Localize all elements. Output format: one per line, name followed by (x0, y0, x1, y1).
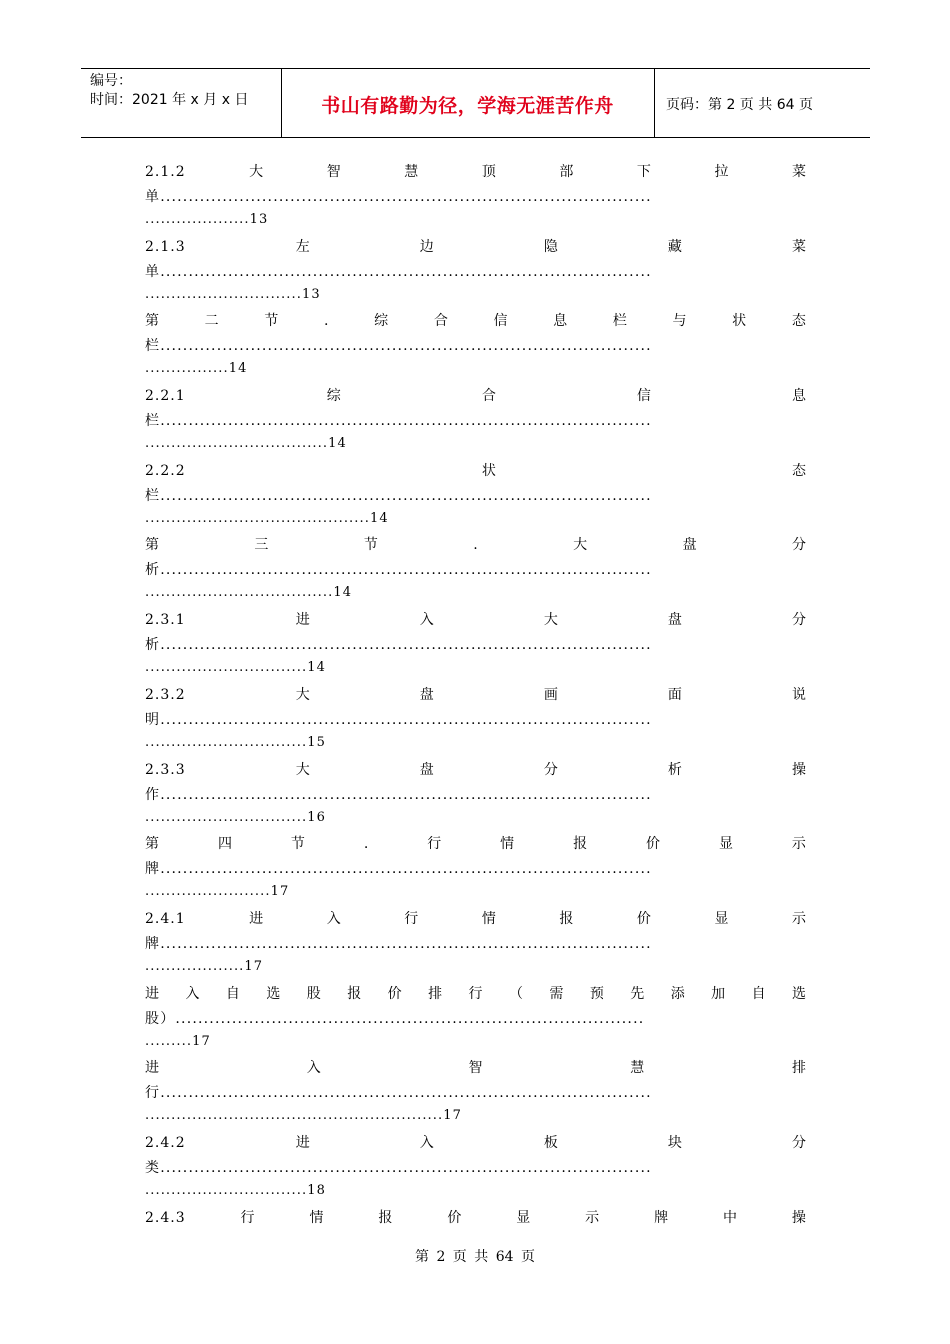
toc-entry-page: ...................................14 (145, 436, 347, 452)
toc-entry-page: ....................................14 (145, 585, 353, 601)
toc-title-word: 选 (792, 985, 806, 1002)
toc-title-word: 入 (306, 1060, 321, 1077)
toc-title-word: 大 (249, 164, 264, 180)
toc-title-word: 分 (543, 761, 558, 778)
toc-entry-title (145, 907, 806, 931)
toc-title-word: 息 (553, 313, 568, 330)
toc-entry-title (145, 832, 806, 856)
toc-title-word: 态 (792, 462, 806, 479)
toc-title-word: 股 (306, 985, 321, 1002)
toc-title-word: 价 (387, 985, 402, 1002)
toc-entry-toc-sec-2[interactable] (145, 309, 806, 384)
toc-title-word: 选 (266, 985, 281, 1002)
toc-title-word: 排 (428, 985, 443, 1002)
toc-title-word: 大 (543, 612, 558, 629)
toc-title-word: 大 (573, 537, 588, 554)
toc-title-word: 需 (549, 985, 564, 1002)
toc-title-word: 三 (254, 537, 269, 554)
toc-entry-leader: 单....................................................................................... (145, 263, 652, 280)
toc-title-word: 盘 (682, 537, 697, 554)
toc-title-word: 析 (667, 761, 682, 778)
toc-title-word: 盘 (419, 686, 434, 703)
toc-title-word: 二 (204, 313, 219, 330)
toc-entry-title (145, 309, 806, 333)
toc-entry-title (145, 459, 806, 483)
toc-title-word: 慧 (404, 164, 419, 180)
toc-entry-leader: 析....................................................................................... (145, 562, 652, 579)
toc-title-word: 智 (468, 1060, 483, 1077)
toc-title-word: 报 (347, 985, 362, 1002)
toc-title-word: 盘 (419, 761, 434, 778)
toc-title-word: 信 (636, 388, 651, 405)
toc-title-word: 盘 (667, 612, 682, 629)
toc-title-word: 示 (585, 1209, 600, 1226)
toc-title-word: 块 (667, 1134, 682, 1151)
toc-title-word: 大 (295, 686, 310, 703)
toc-title-word: 画 (543, 686, 558, 703)
toc-title-word: . (473, 537, 478, 554)
toc-entry-toc-sec-4[interactable] (145, 832, 806, 907)
toc-entry-toc-2-3-1[interactable] (145, 608, 806, 683)
toc-entry-leader: 栏....................................................................................... (145, 338, 652, 355)
toc-title-word: 显 (714, 910, 729, 927)
toc-entry-leader: 作....................................................................................... (145, 786, 652, 803)
header-table (81, 68, 870, 138)
toc-title-word: 情 (500, 836, 515, 853)
toc-title-word: 示 (791, 836, 806, 853)
toc-title-word: 边 (419, 238, 434, 255)
toc-title-word: 2.4.1 (145, 910, 186, 927)
toc-title-word: 综 (374, 313, 389, 330)
toc-title-word: 显 (718, 836, 733, 853)
toc-title-word: 价 (636, 910, 651, 927)
toc-entry-page: ...............................14 (145, 660, 326, 676)
toc-entry-toc-2-1-3[interactable] (145, 235, 806, 310)
toc-entry-leader: 行....................................................................................... (145, 1085, 652, 1102)
toc-entry-page: .........17 (145, 1033, 211, 1049)
toc-title-word: 面 (667, 686, 682, 703)
toc-title-word: 行 (240, 1209, 255, 1226)
toc-entry-leader: 类....................................................................................... (145, 1159, 652, 1176)
toc-title-word: 分 (791, 537, 806, 554)
toc-entry-page: ....................13 (145, 212, 269, 227)
toc-title-word: 进 (295, 1134, 310, 1151)
toc-title-word: 部 (559, 164, 574, 180)
toc-entry-title (145, 683, 806, 707)
toc-title-word: 进 (145, 1060, 159, 1077)
toc-title-word: 状 (481, 462, 496, 479)
toc-title-word: 第 (145, 836, 159, 853)
toc-title-word: 中 (723, 1209, 737, 1226)
toc-title-word: 示 (792, 910, 806, 927)
toc-title-word: 顶 (481, 164, 496, 180)
toc-title-word: 综 (326, 388, 341, 405)
toc-entry-page: ...........................................14 (145, 510, 389, 526)
toc-title-word: 报 (378, 1209, 393, 1226)
toc-title-word: 下 (636, 164, 651, 180)
toc-entry-title (145, 1056, 806, 1080)
toc-title-word: 行 (468, 985, 483, 1002)
toc-title-word: 行 (427, 836, 442, 853)
toc-entry-toc-2-2-1[interactable] (145, 384, 806, 459)
toc-title-word: 拉 (714, 164, 729, 180)
toc-title-word: 2.3.3 (145, 761, 186, 778)
toc-entry-page: ................14 (145, 361, 248, 377)
toc-entry-page: ...............................15 (145, 734, 326, 750)
toc-title-word: 藏 (667, 238, 682, 255)
toc-title-word: 合 (433, 313, 448, 330)
toc-title-word: 四 (217, 836, 232, 853)
toc-entry-leader: 单....................................................................................... (145, 189, 652, 205)
toc-title-word: 2.3.1 (145, 612, 186, 629)
toc-title-word: 自 (751, 985, 766, 1002)
toc-title-word: 2.4.3 (145, 1209, 186, 1226)
toc-entry-page: ..............................13 (145, 286, 321, 302)
header-divider (654, 69, 655, 137)
toc-title-word: 价 (447, 1209, 462, 1226)
toc-title-word: 慧 (630, 1060, 645, 1077)
toc-title-word: 预 (589, 985, 604, 1002)
toc-title-word: 左 (295, 238, 310, 255)
toc-title-word: 添 (670, 985, 685, 1002)
toc-entry-page: ...............................16 (145, 809, 326, 825)
toc-title-word: 第 (145, 537, 159, 554)
toc-entry-title (145, 982, 806, 1006)
toc-title-word: 节 (290, 836, 305, 853)
toc-entry-toc-2-1-2[interactable] (145, 160, 806, 235)
toc-entry-leader: 栏....................................................................................... (145, 413, 652, 430)
toc-entry-page: ...............................18 (145, 1182, 326, 1198)
toc-entry-leader: 析....................................................................................... (145, 637, 652, 654)
toc-title-word: 进 (145, 985, 159, 1002)
toc-entry-title (145, 533, 806, 557)
toc-title-word: 行 (404, 910, 419, 927)
toc-entry-leader: 股）................................................................................... (145, 1010, 645, 1027)
toc-entry-toc-2-3-2[interactable] (145, 683, 806, 758)
toc-entry-toc-2-4-2[interactable] (145, 1131, 806, 1206)
toc-title-word: 2.2.2 (145, 462, 186, 479)
toc-title-word: 2.3.2 (145, 686, 186, 703)
toc-title-word: 入 (419, 612, 434, 629)
toc-title-word: 情 (309, 1209, 324, 1226)
doc-number-label: 编号： (90, 73, 132, 89)
toc-title-word: 自 (225, 985, 240, 1002)
toc-entry-title (145, 235, 806, 259)
toc-title-word: 菜 (792, 164, 806, 180)
toc-entry-toc-2-4-1[interactable] (145, 907, 806, 982)
toc-title-word: 入 (326, 910, 341, 927)
toc-entry-leader: 牌....................................................................................... (145, 861, 652, 878)
toc-title-word: 报 (559, 910, 574, 927)
toc-entry-page: ...................17 (145, 958, 264, 974)
toc-entry-title (145, 160, 806, 184)
toc-entry-toc-zxg[interactable] (145, 982, 806, 1057)
toc-title-word: 入 (185, 985, 200, 1002)
toc-entry-title (145, 1206, 806, 1230)
toc-entry-leader: 栏....................................................................................... (145, 487, 652, 504)
toc-entry-toc-sec-3[interactable] (145, 533, 806, 608)
toc-title-word: 操 (791, 761, 806, 778)
toc-title-word: . (324, 313, 329, 330)
toc-title-word: 报 (573, 836, 588, 853)
toc-entry-page: .........................................................17 (145, 1108, 462, 1124)
toc-title-word: 节 (363, 537, 378, 554)
toc-title-word: 板 (543, 1134, 558, 1151)
toc-entry-toc-2-3-3[interactable] (145, 758, 806, 833)
toc-entry-title (145, 384, 806, 408)
table-of-contents (145, 160, 806, 1280)
toc-title-word: 智 (326, 164, 341, 180)
toc-title-word: 先 (630, 985, 645, 1002)
toc-entry-page: ........................17 (145, 884, 290, 900)
toc-title-word: 2.4.2 (145, 1134, 186, 1151)
toc-title-word: 第 (145, 313, 159, 330)
toc-title-word: 分 (791, 1134, 806, 1151)
toc-title-word: 2.1.2 (145, 164, 186, 180)
toc-entry-title (145, 1131, 806, 1155)
toc-title-word: 节 (264, 313, 279, 330)
toc-title-word: 与 (672, 313, 687, 330)
toc-title-word: 排 (792, 1060, 806, 1077)
toc-title-word: 操 (791, 1209, 806, 1226)
header-left-cell (90, 72, 248, 110)
toc-entry-leader: 牌....................................................................................... (145, 935, 652, 952)
header-page-info: 页码：第 2 页 共 64 页 (666, 97, 813, 113)
toc-title-word: 价 (646, 836, 661, 853)
toc-entry-toc-2-4-3[interactable] (145, 1206, 806, 1281)
toc-title-word: . (363, 836, 369, 853)
toc-title-word: 状 (732, 313, 747, 330)
toc-title-word: 合 (481, 388, 496, 405)
toc-title-word: 进 (295, 612, 310, 629)
toc-entry-title (145, 758, 806, 782)
toc-title-word: 进 (249, 910, 264, 927)
toc-title-word: 入 (419, 1134, 434, 1151)
toc-title-word: 牌 (654, 1209, 669, 1226)
header-motto: 书山有路勤为径，学海无涯苦作舟 (321, 95, 614, 117)
toc-title-word: 显 (516, 1209, 531, 1226)
toc-title-word: 大 (295, 761, 310, 778)
toc-title-word: 2.2.1 (145, 388, 186, 405)
toc-title-word: 栏 (612, 313, 627, 330)
toc-title-word: 菜 (791, 238, 806, 255)
footer-page-number: 第 2 页 共 64 页 (415, 1249, 535, 1265)
toc-title-word: 态 (791, 313, 806, 330)
toc-title-word: 信 (493, 313, 508, 330)
toc-title-word: 隐 (543, 238, 558, 255)
toc-entry-title (145, 608, 806, 632)
toc-entry-leader: 明....................................................................................... (145, 711, 652, 728)
toc-title-word: 2.1.3 (145, 238, 186, 255)
toc-entry-toc-2-2-2[interactable] (145, 459, 806, 534)
toc-entry-toc-zhph[interactable] (145, 1056, 806, 1131)
toc-title-word: 情 (481, 910, 496, 927)
toc-title-word: 息 (792, 388, 806, 405)
toc-title-word: 分 (791, 612, 806, 629)
toc-title-word: 加 (711, 985, 726, 1002)
toc-title-word: （ (508, 985, 523, 1002)
toc-title-word: 说 (791, 686, 806, 703)
time-text: 时间：2021 年 x 月 x 日 (90, 92, 249, 108)
